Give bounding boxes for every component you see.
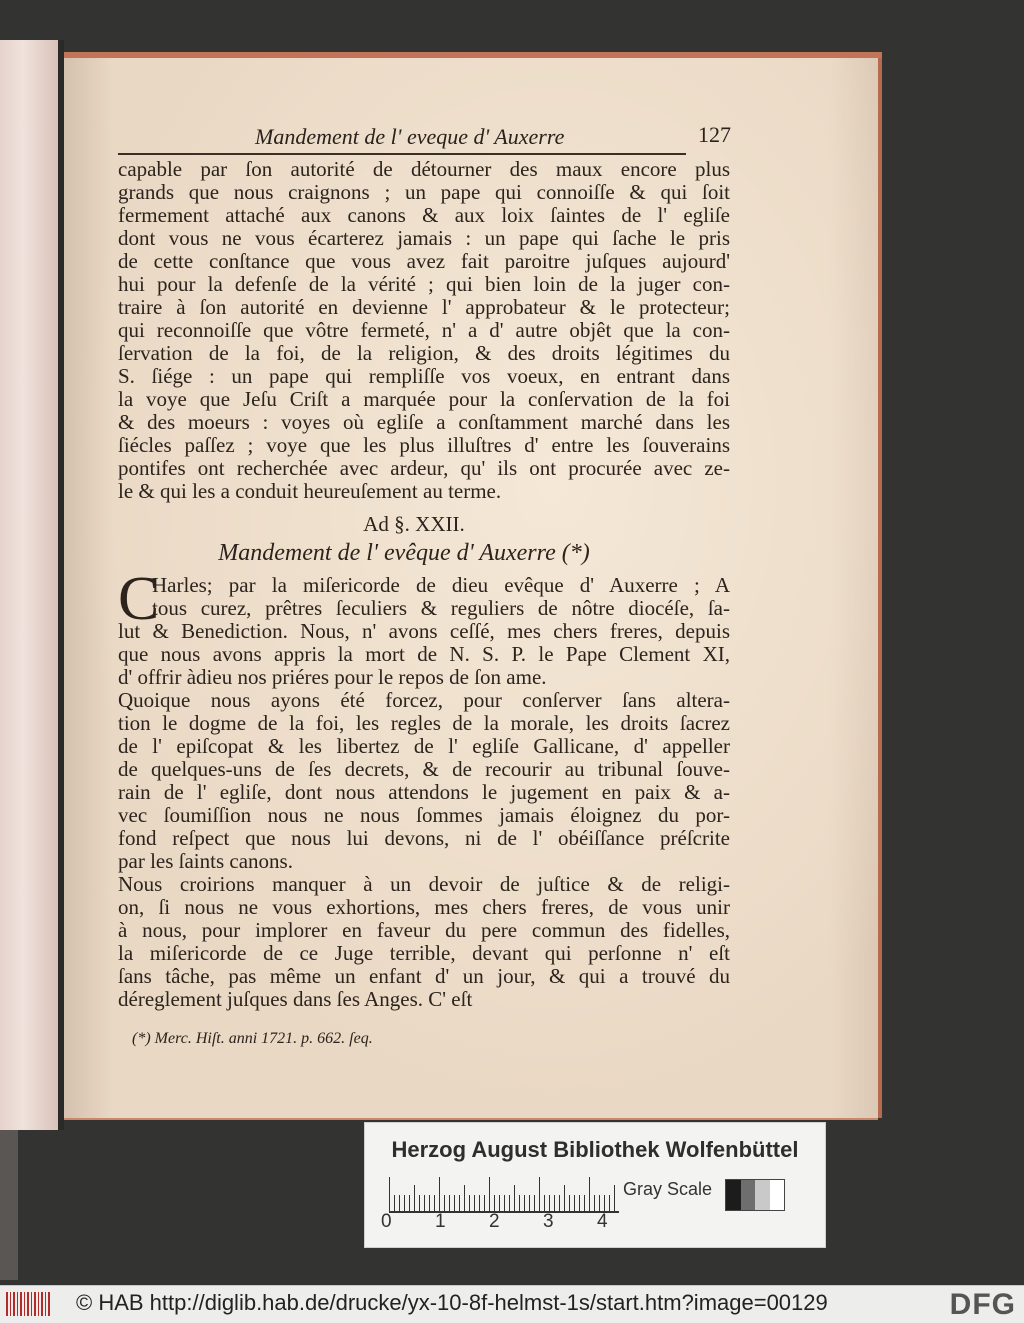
text-line: ſans tâche, pas même un enfant d' un jour, & qui a trouvé du <box>118 964 730 988</box>
ruler-tick <box>544 1195 545 1211</box>
ruler-tick <box>489 1177 490 1211</box>
ruler-tick <box>549 1195 550 1211</box>
gray-scale-swatches <box>725 1179 785 1211</box>
ruler-tick <box>539 1177 540 1211</box>
ruler-tick <box>609 1195 610 1211</box>
ruler-numbers <box>381 1211 641 1235</box>
ruler-tick <box>589 1177 590 1211</box>
gray-swatch <box>770 1180 785 1210</box>
adjacent-page-edge <box>0 40 58 1130</box>
ruler-tick <box>479 1195 480 1211</box>
text-line: S. ſiége : un pape qui rempliſſe vos voeux, en entrant dans <box>118 364 730 388</box>
library-label <box>364 1122 826 1248</box>
ruler-tick <box>559 1195 560 1211</box>
viewer-footer <box>0 1285 1024 1323</box>
text-line: pontifes ont recherchée avec ardeur, qu' ils ont procurée avec ze- <box>118 456 730 480</box>
ruler-tick <box>499 1195 500 1211</box>
ruler-tick <box>469 1195 470 1211</box>
ruler-tick <box>439 1177 440 1211</box>
ruler-tick <box>449 1195 450 1211</box>
text-line: on, ſi nous ne vous exhortions, mes chers freres, de vous unir <box>118 895 730 919</box>
section-title: Mandement de l' evêque d' Auxerre (*) <box>218 540 590 566</box>
ruler-tick <box>394 1195 395 1211</box>
ruler-number: 3 <box>543 1211 554 1232</box>
text-line: que nous avons appris la mort de N. S. P. le Pape Clement XI, <box>118 642 730 666</box>
ruler-tick <box>444 1195 445 1211</box>
ruler-tick <box>569 1195 570 1211</box>
text-line: tion le dogme de la foi, les regles de la morale, les droits ſacrez <box>118 711 730 735</box>
footer-link[interactable]: © HAB http://diglib.hab.de/drucke/yx-10-8f-helmst-1s/start.htm?image=00129 <box>76 1290 828 1315</box>
ruler-tick <box>464 1185 465 1211</box>
dfg-logo: DFG <box>949 1288 1016 1321</box>
mandement-text <box>118 565 730 1011</box>
ruler-tick <box>534 1195 535 1211</box>
ruler-number: 0 <box>381 1211 392 1232</box>
scale-ruler <box>389 1177 619 1213</box>
text-line: traire à ſon autorité en devienne l' approbateur & le protecteur; <box>118 295 730 319</box>
text-line: fond reſpect que nous lui devons, ni de l' obéiſſance préſcrite <box>118 826 730 850</box>
text-line: dont vous ne vous écarterez jamais : un pape qui ſache le pris <box>118 226 730 250</box>
running-head-title: Mandement de l' eveque d' Auxerre <box>255 124 565 149</box>
text-line: rain de l' egliſe, dont nous attendons le jugement en paix & a- <box>118 780 730 804</box>
page-number: 127 <box>698 122 731 147</box>
ruler-tick <box>554 1195 555 1211</box>
ruler-tick <box>504 1195 505 1211</box>
ruler-tick <box>409 1195 410 1211</box>
footnote: (*) Merc. Hiſt. anni 1721. p. 662. ſeq. <box>132 1030 373 1047</box>
text-line: de cette conſtance que vous avez fait paroitre juſques aujourd' <box>118 249 730 273</box>
gray-swatch <box>755 1180 770 1210</box>
ruler-tick <box>614 1185 615 1211</box>
text-line: tous curez, prêtres ſeculiers & reguliers de nôtre diocéſe, ſa- <box>152 596 730 620</box>
text-line: à nous, pour implorer en faveur du pere commun des fidelles, <box>118 918 730 942</box>
ruler-tick <box>429 1195 430 1211</box>
ruler-tick <box>404 1195 405 1211</box>
hab-barcode-icon <box>6 1292 50 1316</box>
ruler-tick <box>529 1195 530 1211</box>
ruler-tick <box>454 1195 455 1211</box>
ruler-tick <box>389 1177 390 1211</box>
text-line: ſiécles paſſez ; voye que les plus illuſtres d' entre les ſouverains <box>118 433 730 457</box>
text-line: capable par ſon autorité de détourner des maux encore plus <box>118 157 730 181</box>
ruler-tick <box>594 1195 595 1211</box>
ruler-tick <box>474 1195 475 1211</box>
ruler-tick <box>509 1195 510 1211</box>
text-line: Quoique nous ayons été forcez, pour conſerver ſans altera- <box>118 688 730 712</box>
text-line: de quelques-uns de ſes decrets, & de recourir au tribunal ſouve- <box>118 757 730 781</box>
ruler-tick <box>434 1195 435 1211</box>
ruler-number: 4 <box>597 1211 608 1232</box>
drop-cap: C <box>118 565 160 633</box>
ruler-tick <box>399 1195 400 1211</box>
ruler-tick <box>494 1195 495 1211</box>
scanner-shadow <box>0 1130 18 1280</box>
text-line: fermement attaché aux canons & aux loix ſaintes de l' egliſe <box>118 203 730 227</box>
gray-swatch <box>726 1180 741 1210</box>
ruler-tick <box>584 1195 585 1211</box>
section-number: Ad §. XXII. <box>363 512 465 536</box>
ruler-tick <box>414 1185 415 1211</box>
paragraph-continued <box>118 158 730 503</box>
ruler-tick <box>579 1195 580 1211</box>
text-line: Nous croirions manquer à un devoir de juſtice & de religi- <box>118 872 730 896</box>
ruler-tick <box>424 1195 425 1211</box>
text-line: la miſericorde de ce Juge terrible, devant qui perſonne n' eſt <box>118 941 730 965</box>
text-line: par les ſaints canons. <box>118 849 293 873</box>
gray-scale-label: Gray Scale <box>623 1179 713 1199</box>
text-line: hui pour la defenſe de la vérité ; qui bien loin de la juger con- <box>118 272 730 296</box>
ruler-number: 1 <box>435 1211 446 1232</box>
ruler-tick <box>419 1195 420 1211</box>
text-line: la voye que Jeſu Criſt a marquée pour la conſervation de la foi <box>118 387 730 411</box>
text-line: Harles; par la miſericorde de dieu evêque d' Auxerre ; A <box>152 573 730 597</box>
ruler-tick <box>484 1195 485 1211</box>
ruler-tick <box>574 1195 575 1211</box>
ruler-tick <box>519 1195 520 1211</box>
ruler-tick <box>514 1185 515 1211</box>
ruler-tick <box>604 1195 605 1211</box>
head-rule <box>118 153 686 155</box>
ruler-tick <box>524 1195 525 1211</box>
text-line: qui reconnoiſſe que vôtre fermeté, n' a d' autre objêt que la con- <box>118 318 730 342</box>
ruler-tick <box>599 1195 600 1211</box>
text-line: de l' epiſcopat & les libertez de l' egliſe Gallicane, d' appeller <box>118 734 730 758</box>
text-line: déreglement juſques dans ſes Anges. C' eſt <box>118 987 473 1011</box>
text-line: grands que nous craignons ; un pape qui connoiſſe & qui ſoit <box>118 180 730 204</box>
text-line: d' offrir àdieu nos priéres pour le repos de ſon ame. <box>118 665 547 689</box>
ruler-tick <box>459 1195 460 1211</box>
text-line: vec ſoumiſſion nous ne nous ſommes jamais éloignez du por- <box>118 803 730 827</box>
text-line: & des moeurs : voyes où egliſe a conſtamment marché dans les <box>118 410 730 434</box>
library-name: Herzog August Bibliothek Wolfenbüttel <box>391 1137 799 1162</box>
ruler-tick <box>564 1185 565 1211</box>
text-line: le & qui les a conduit heureuſement au terme. <box>118 479 502 503</box>
gray-swatch <box>741 1180 756 1210</box>
text-line: lut & Benediction. Nous, n' avons ceſſé, mes chers freres, depuis <box>118 619 730 643</box>
ruler-number: 2 <box>489 1211 500 1232</box>
text-line: ſervation de la foi, de la religion, & des droits légitimes du <box>118 341 730 365</box>
